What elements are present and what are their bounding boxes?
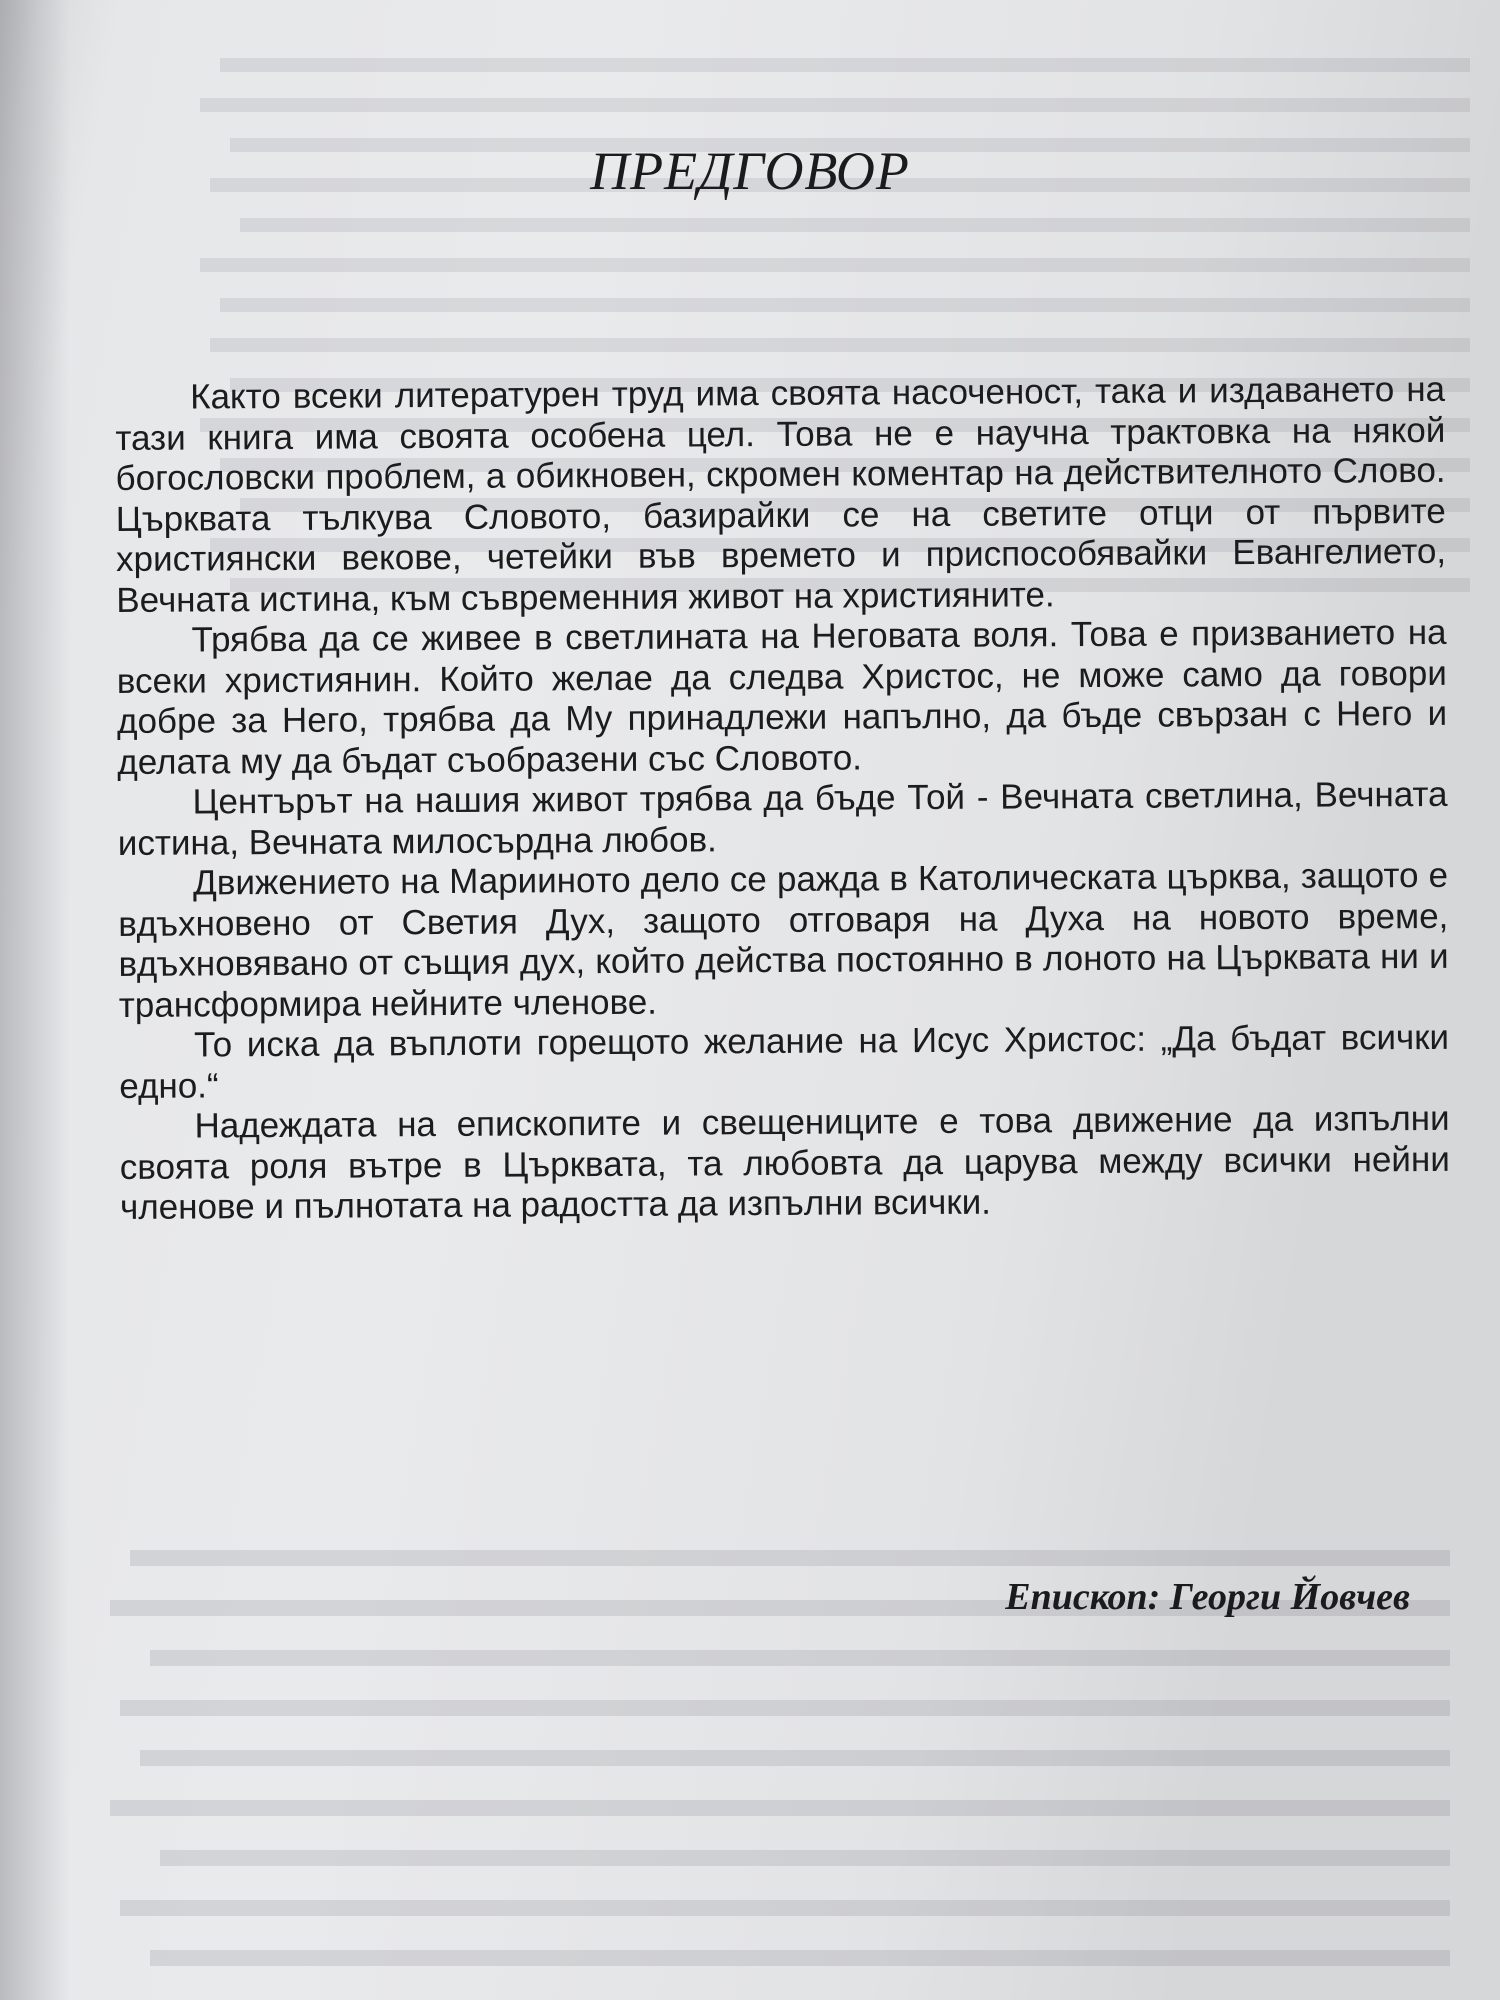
paragraph: Центърът на нашия живот трябва да бъде Той - Вечната светлина, Вечната истина, Вечната милосърдна любов. bbox=[117, 774, 1448, 863]
paragraph: Както всеки литературен труд има своята насоченост, така и издаването на тази книга има своята особена цел. Това не е научна трактовка на някой богословски проблем, а обикновен, скромен коментар на действителното Слово. Църквата тълкува Словото, базирайки се на светите отци от първите християнски векове, четейки във времето и приспособявайки Евангелието, Вечната истина, към съвременния живот на християните. bbox=[115, 369, 1447, 620]
paragraph: То иска да въплоти горещото желание на Исус Христос: „Да бъдат всички едно.“ bbox=[119, 1017, 1450, 1106]
paragraph: Надеждата на епископите и свещениците е това движение да изпълни своята роля вътре в Църквата, та любовта да царува между всички нейни членове и пълнотата на радостта да изпълни всички. bbox=[119, 1098, 1450, 1227]
page-title: ПРЕДГОВОР bbox=[590, 141, 910, 201]
paragraph: Трябва да се живее в светлината на Неговата воля. Това е призванието на всеки християнин. Който желае да следва Христос, не може само да говори добре за Него, трябва да Му принадлежи напълно, да бъде свързан с Него и делата му да бъдат съобразени със Словото. bbox=[116, 612, 1448, 782]
preface-body bbox=[115, 370, 1450, 1229]
author-signature: Епископ: Георги Йовчев bbox=[1005, 1576, 1410, 1618]
paragraph: Движението на Мариинoто дело се ражда в Католическата църква, защото е вдъхновено от Светия Дух, защото отговаря на Духа на новото време, вдъхновявано от същия дух, който действа постоянно в лоното на Църквата ни и трансформира нейните членове. bbox=[118, 855, 1449, 1025]
gutter-shadow bbox=[0, 0, 70, 2000]
